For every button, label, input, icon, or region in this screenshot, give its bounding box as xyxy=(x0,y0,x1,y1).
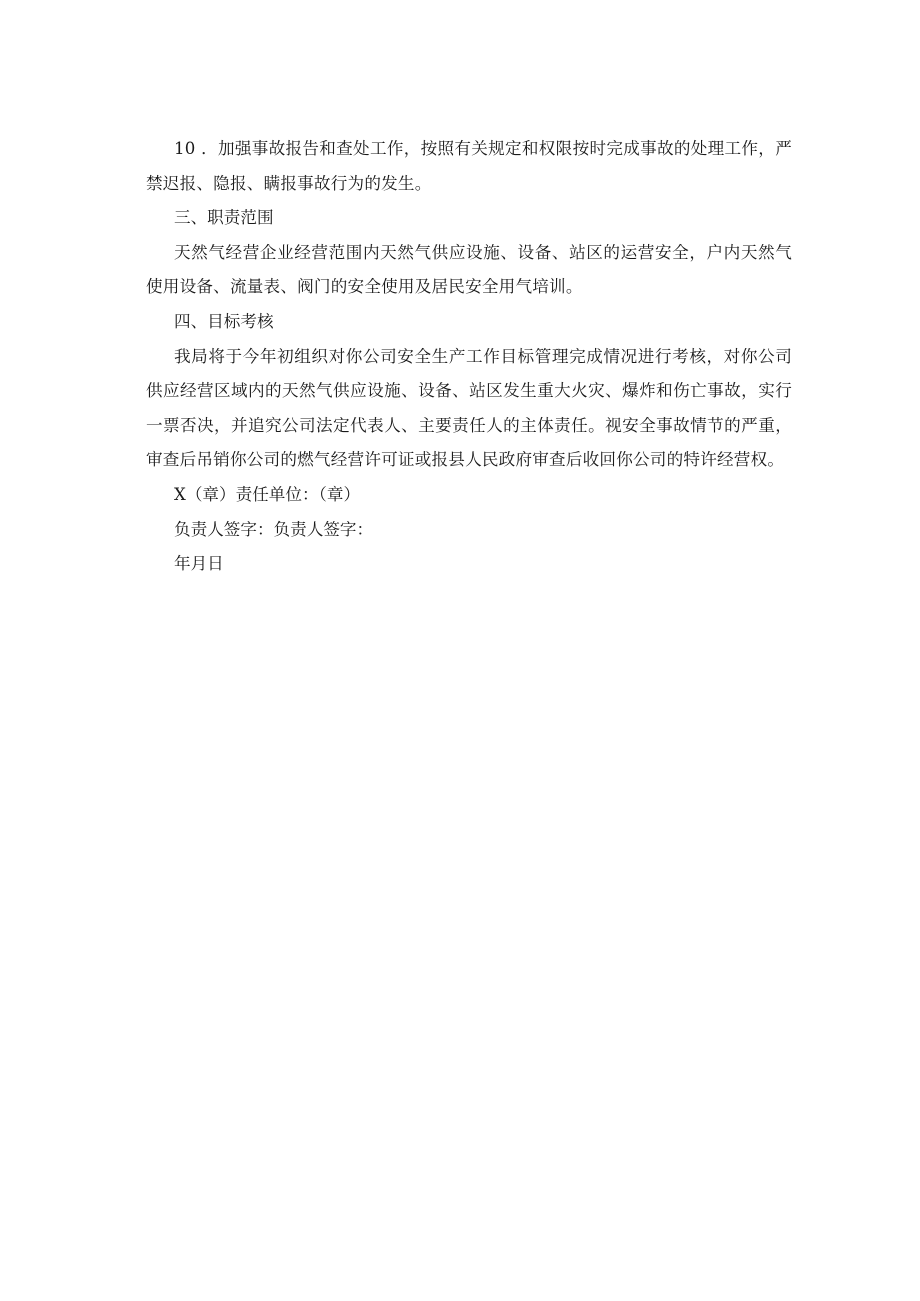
document-body xyxy=(146,132,792,582)
seal-line: X（章）责任单位：（章） xyxy=(174,484,361,504)
item-10-paragraph: 10 ．加强事故报告和查处工作，按照有关规定和权限按时完成事故的处理工作，严禁迟报、隐报、瞒报事故行为的发生。 xyxy=(146,139,792,193)
section-4-heading: 四、目标考核 xyxy=(174,311,274,331)
section-3-paragraph: 天然气经营企业经营范围内天然气供应设施、设备、站区的运营安全，户内天然气使用设备、流量表、阀门的安全使用及居民安全用气培训。 xyxy=(146,242,792,297)
signature-line: 负责人签字：负责人签字： xyxy=(174,519,374,539)
section-3-heading: 三、职责范围 xyxy=(174,208,274,228)
section-4-paragraph: 我局将于今年初组织对你公司安全生产工作目标管理完成情况进行考核，对你公司供应经营区域内的天然气供应设施、设备、站区发生重大火灾、爆炸和伤亡事故，实行一票否决，并追究公司法定代表人、主要责任人的主体责任。视安全事故情节的严重，审查后吊销你公司的燃气经营许可证或报县人民政府审查后收回你公司的特许经营权。 xyxy=(146,346,792,470)
date-line: 年月日 xyxy=(174,554,224,574)
